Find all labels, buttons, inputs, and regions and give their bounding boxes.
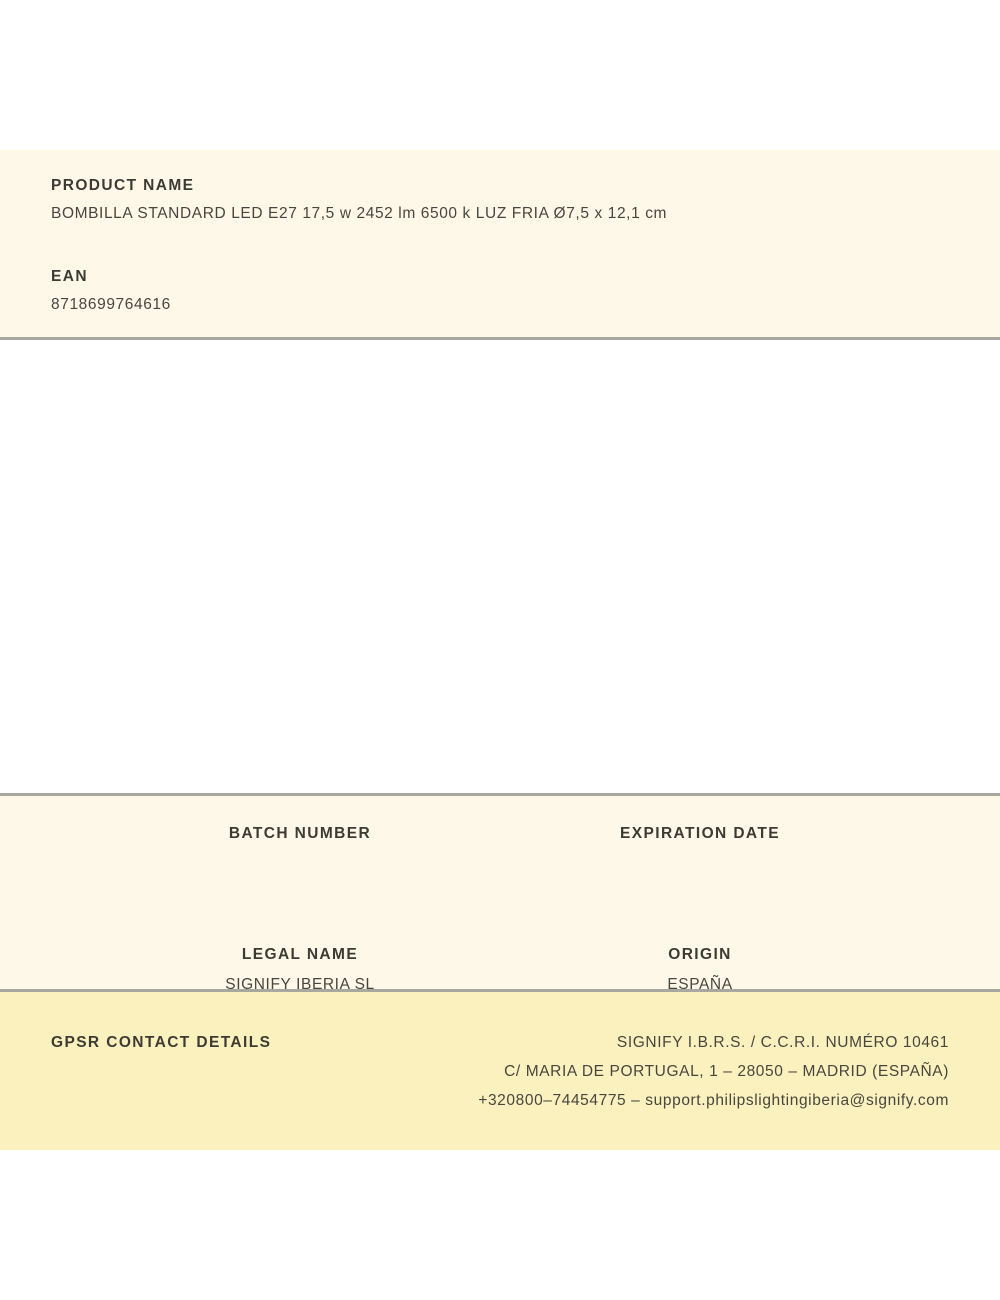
product-name-value: BOMBILLA STANDARD LED E27 17,5 w 2452 lm 6500 k LUZ FRIA Ø7,5 x 12,1 cm: [51, 205, 668, 222]
legal-origin-row: [100, 946, 900, 994]
legal-name-cell: [100, 946, 500, 994]
top-whitespace: [0, 0, 1000, 150]
ean-field: [51, 268, 949, 314]
product-name-label: PRODUCT NAME: [51, 177, 195, 194]
product-name-field: [51, 177, 949, 223]
batch-number-label: BATCH NUMBER: [228, 825, 372, 842]
batch-origin-section: [0, 793, 1000, 992]
legal-name-label: LEGAL NAME: [241, 946, 359, 963]
expiration-date-cell: [500, 825, 900, 873]
gpsr-address-line: C/ MARIA DE PORTUGAL, 1 – 28050 – MADRID (ESPAÑA): [504, 1063, 949, 1080]
gpsr-company-line: SIGNIFY I.B.R.S. / C.C.R.I. NUMÉRO 10461: [616, 1034, 949, 1051]
expiration-date-value: [500, 855, 900, 873]
ean-value: 8718699764616: [51, 296, 171, 313]
origin-value: ESPAÑA: [667, 976, 733, 993]
batch-number-cell: [100, 825, 500, 873]
middle-whitespace: [0, 340, 1000, 793]
legal-name-value: SIGNIFY IBERIA SL: [225, 976, 375, 993]
batch-expiration-row: [100, 825, 900, 873]
gpsr-contact-section: [0, 992, 1000, 1150]
origin-label: ORIGIN: [668, 946, 732, 963]
expiration-date-label: EXPIRATION DATE: [620, 825, 780, 842]
gpsr-contact-lines: [478, 1028, 949, 1115]
ean-label: EAN: [51, 268, 88, 285]
batch-number-value: [100, 855, 500, 873]
gpsr-phone-email-line: +320800–74454775 – support.philipslightingiberia@signify.com: [478, 1092, 949, 1109]
gpsr-contact-label: GPSR CONTACT DETAILS: [51, 1034, 272, 1051]
product-section: [0, 150, 1000, 340]
origin-cell: [500, 946, 900, 994]
